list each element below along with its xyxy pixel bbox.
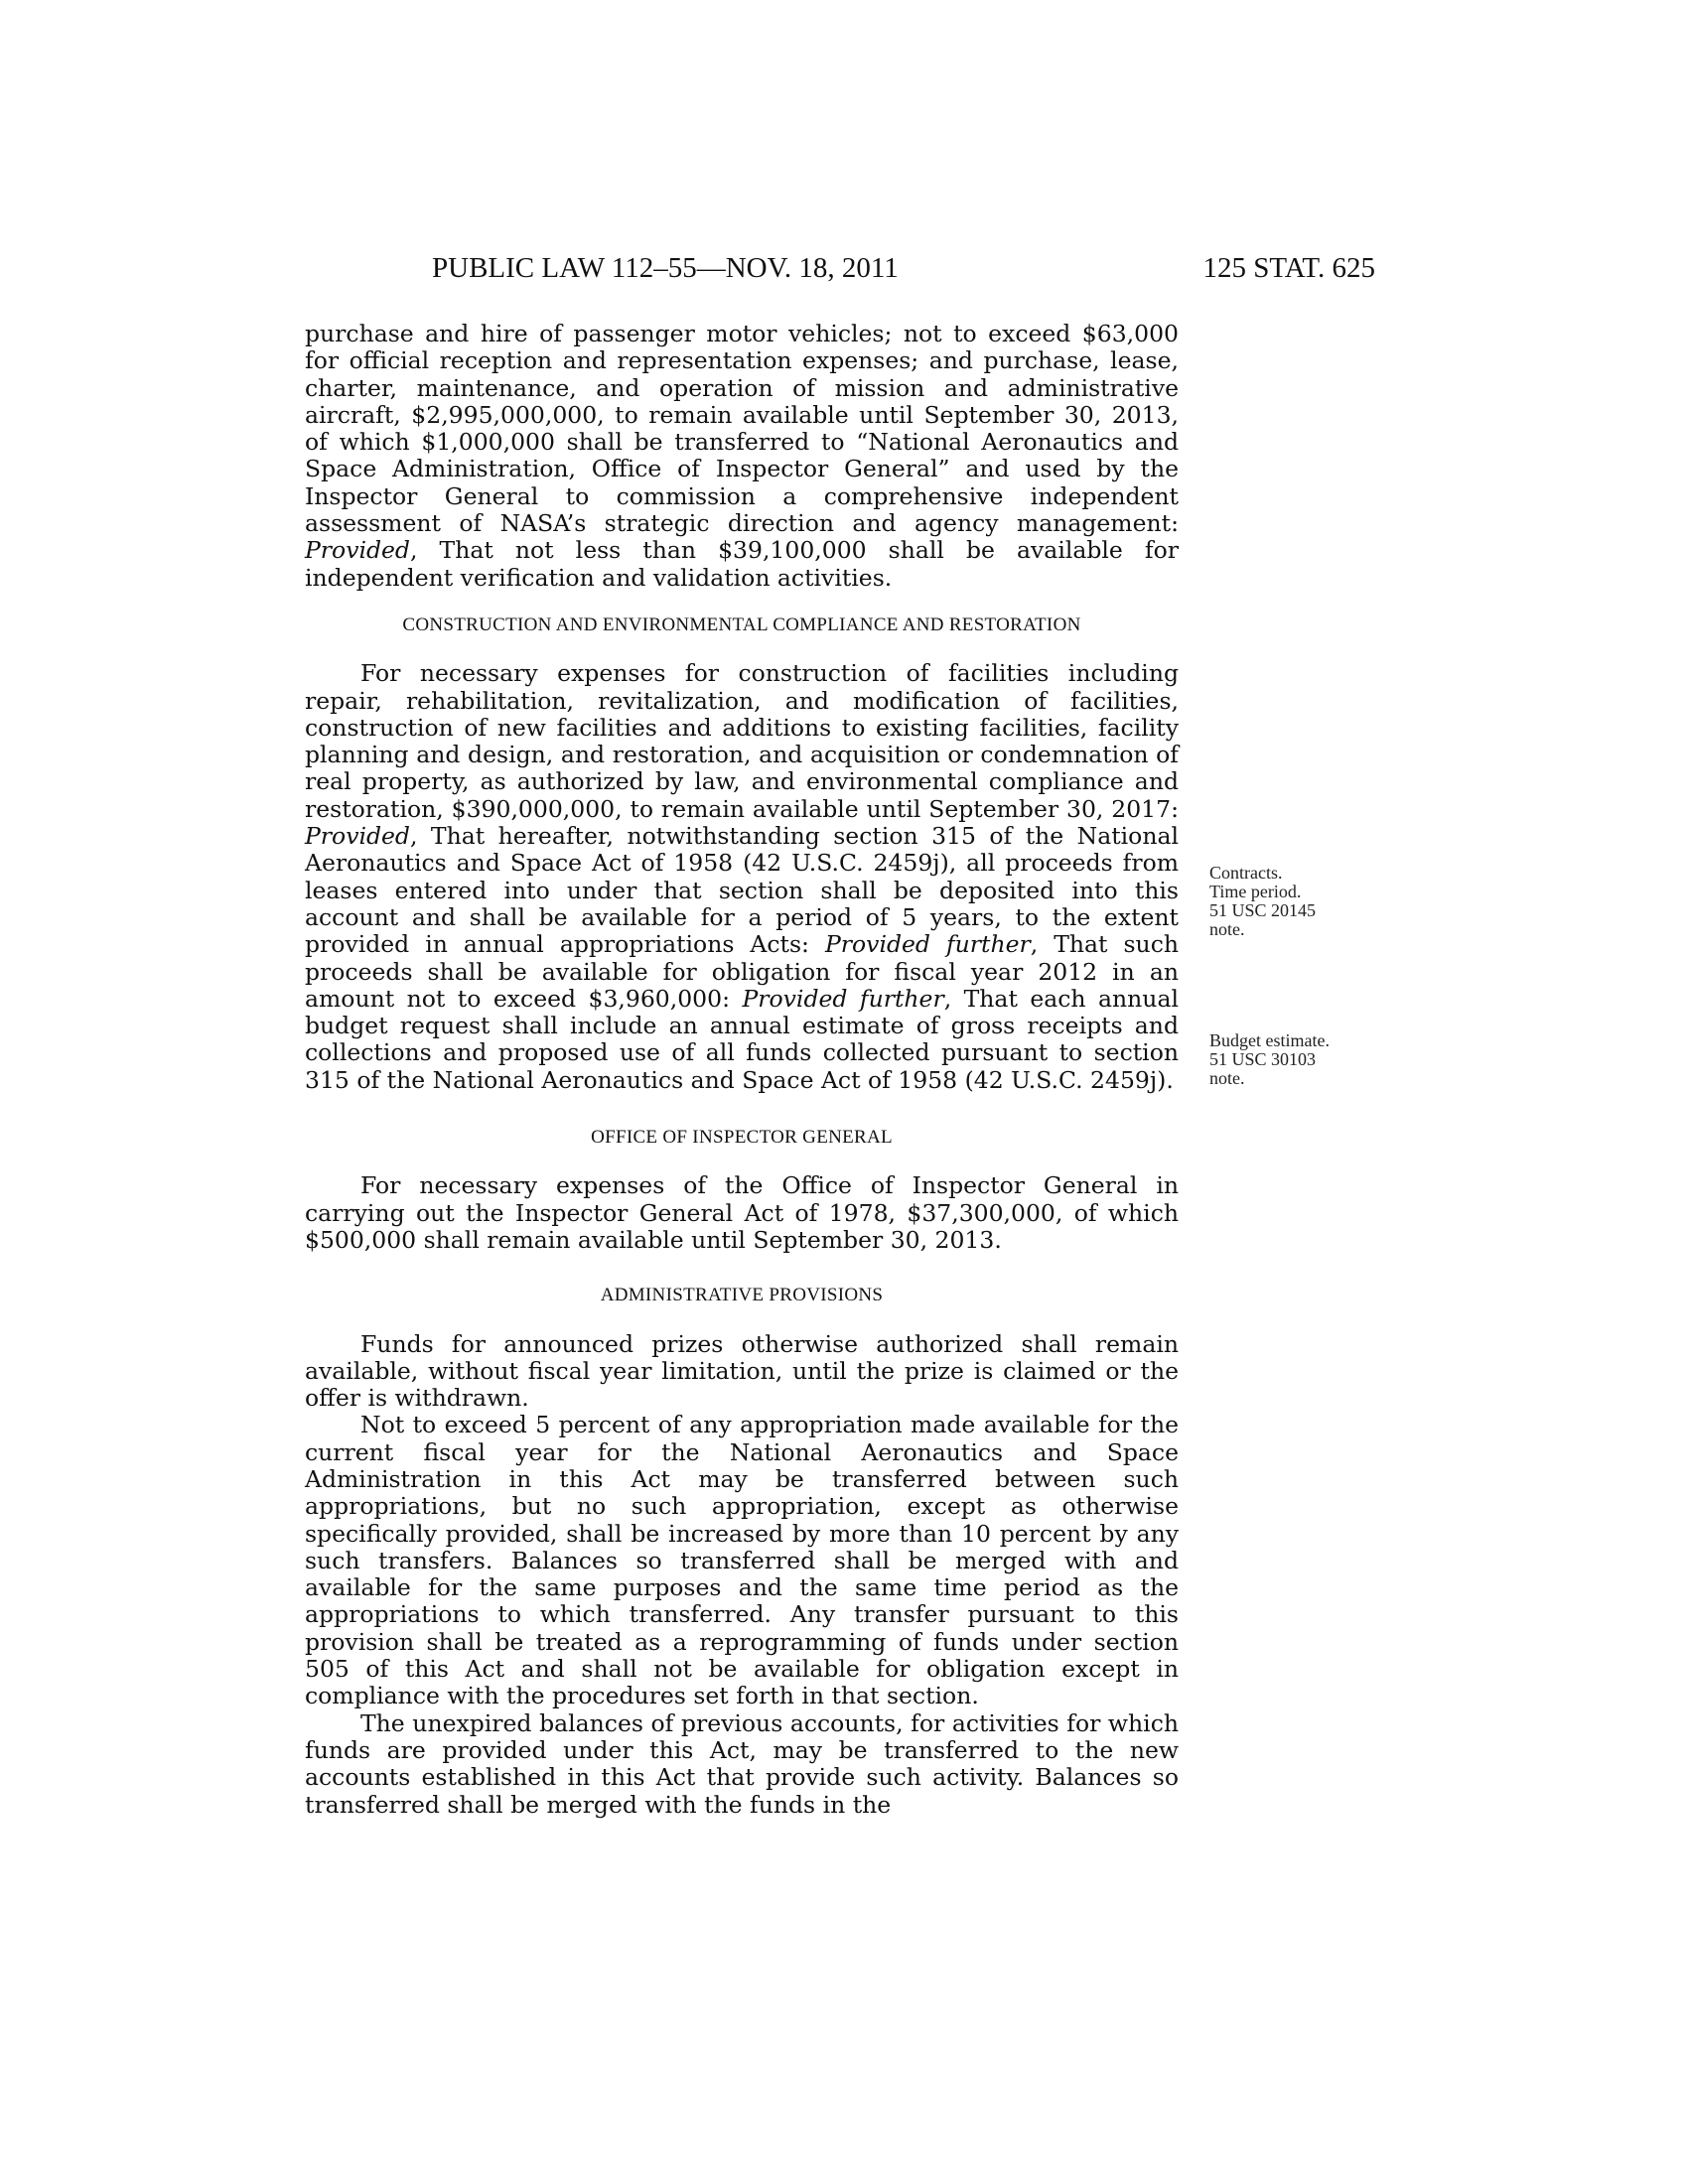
paragraph-text: , That not less than $39,100,000 shall be available for independent verification and validation activities. xyxy=(305,536,1179,592)
paragraph-text: For necessary expenses for construction of facilities including repair, rehabilitation, revitalization, and modification of facilities, construction of new facilities and additions to existing facilities, facility planning and design, and restoration, and acquisition or condemnation of real property, as authorized by law, and environmental compliance and restoration, $390,000,000, to remain available until September 30, 2017: xyxy=(305,659,1179,823)
margin-note-line: 51 USC 20145 xyxy=(1209,900,1317,920)
paragraph-aircraft xyxy=(305,321,1179,592)
paragraph-transfers: Not to exceed 5 percent of any appropriation made available for the current fiscal year for the National Aeronautics and Space Administration in this Act may be transferred between such appropriations, but no such appropriation, except as otherwise specifically provided, shall be increased by more than 10 percent by any such transfers. Balances so transferred shall be merged with and available for the same purposes and the same time period as the appropriations to which transferred. Any transfer pursuant to this provision shall be treated as a reprogramming of funds under section 505 of this Act and shall not be available for obligation except in compliance with the procedures set forth in that section. xyxy=(305,1411,1179,1710)
paragraph-oig: For necessary expenses of the Office of Inspector General in carrying out the Inspector General Act of 1978, $37,300,000, of which $500,000 shall remain available until September 30, 2013. xyxy=(305,1171,1179,1254)
margin-note-line: note. xyxy=(1209,919,1245,939)
paragraph-text: , That each annual budget request shall include an annual estimate of gross receipts and collections and proposed use of all funds collected pursuant to section 315 of the National Aeronautics and Space Act of 1958 (42 U.S.C. 2459j). xyxy=(305,984,1179,1094)
section-heading-admin: ADMINISTRATIVE PROVISIONS xyxy=(600,1285,884,1306)
margin-note-line: Budget estimate. xyxy=(1209,1030,1330,1050)
page-folio: 125 STAT. 625 xyxy=(1202,252,1375,284)
section-heading-oig: OFFICE OF INSPECTOR GENERAL xyxy=(591,1127,893,1149)
italic-proviso: Provided further xyxy=(742,984,944,1013)
italic-proviso: Provided xyxy=(305,822,410,851)
italic-proviso: Provided xyxy=(305,536,410,565)
italic-proviso: Provided further xyxy=(824,930,1031,959)
paragraph-text: purchase and hire of passenger motor vehicles; not to exceed $63,000 for official reception and representation expenses; and purchase, lease, charter, maintenance, and operation of mission and administrative aircraft, $2,995,000,000, to remain available until September 30, 2013, of which $1,000,000 shall be transferred to “National Aeronautics and Space Administration, Office of Inspector General” and used by the Inspector General to commission a comprehensive independent assessment of NASA’s strategic direction and agency management: xyxy=(305,320,1179,538)
paragraph-text: , That hereafter, notwithstanding section 315 of the National Aeronautics and Space Act of 1958 (42 U.S.C. 2459j), all proceeds from leases entered into under that section shall be deposited into this account and shall be available for a period of 5 years, to the extent provided in annual appropriations Acts: xyxy=(305,822,1179,959)
section-heading-construction: CONSTRUCTION AND ENVIRONMENTAL COMPLIANCE AND RESTORATION xyxy=(402,614,1081,635)
paragraph-text: , That such proceeds shall be available for obligation for fiscal year 2012 in an amount not to exceed $3,960,000: xyxy=(305,930,1179,1013)
margin-note-line: Contracts. xyxy=(1209,863,1283,883)
document-body xyxy=(305,321,1179,1819)
margin-note-line: 51 USC 30103 xyxy=(1209,1049,1317,1069)
margin-note-budget xyxy=(1209,1031,1358,1088)
margin-note-line: note. xyxy=(1209,1068,1245,1088)
margin-note-contracts xyxy=(1209,864,1358,939)
running-head-title: PUBLIC LAW 112–55—NOV. 18, 2011 xyxy=(432,252,899,284)
paragraph-unexpired-balances: The unexpired balances of previous accounts, for activities for which funds are provided under this Act, may be transferred to the new accounts established in this Act that provide such activity. Balances so transferred shall be merged with the funds in the xyxy=(305,1708,1179,1819)
running-head xyxy=(298,252,1375,292)
paragraph-prizes: Funds for announced prizes otherwise authorized shall remain available, without fiscal year limitation, until the prize is claimed or the offer is withdrawn. xyxy=(305,1329,1179,1413)
paragraph-construction xyxy=(305,660,1179,1094)
margin-note-line: Time period. xyxy=(1209,882,1302,901)
